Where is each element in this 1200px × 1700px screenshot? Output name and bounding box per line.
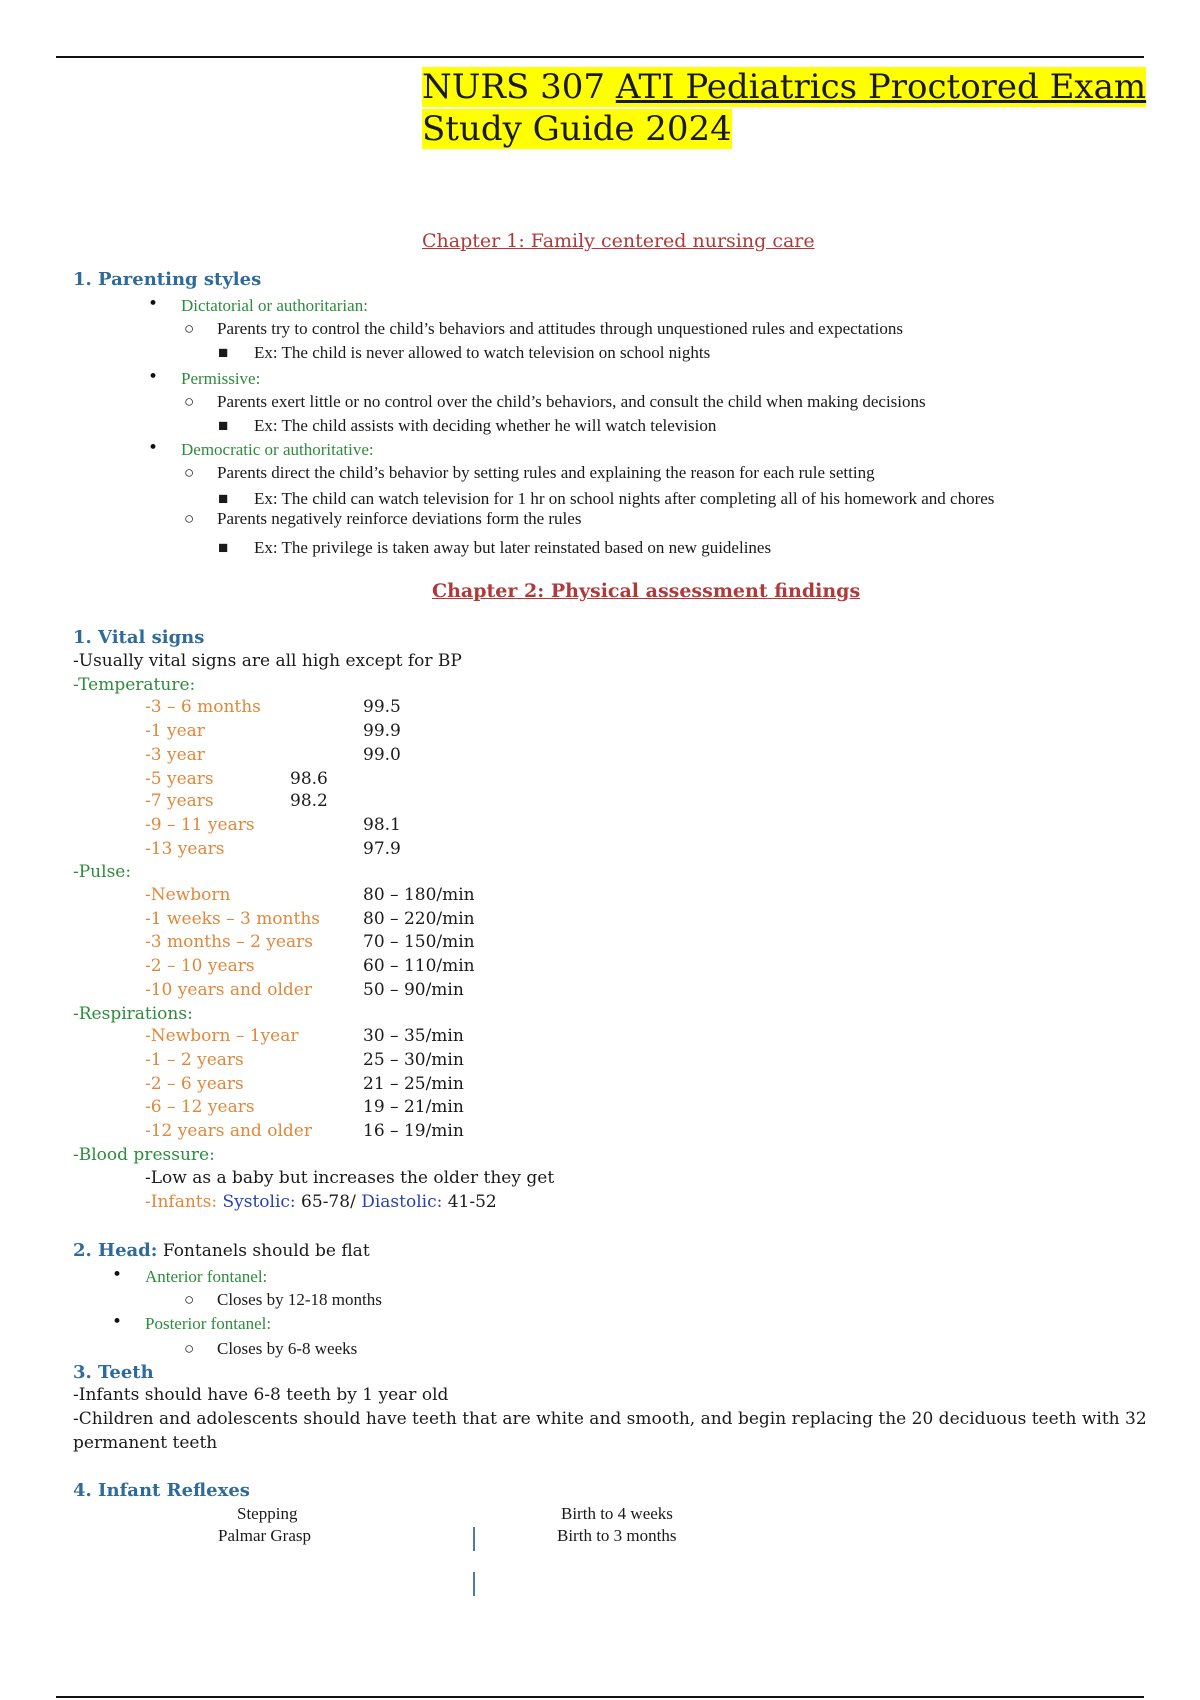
square-bullet-icon: ■ — [218, 538, 229, 557]
resp-age: -12 years and older — [145, 1121, 312, 1141]
pulse-age: -3 months – 2 years — [145, 932, 313, 952]
teeth-line1: -Infants should have 6-8 teeth by 1 year old — [73, 1385, 449, 1405]
bp-diastolic-value: 41-52 — [442, 1192, 497, 1212]
chapter2-heading: Chapter 2: Physical assessment findings — [432, 580, 861, 602]
style-example: Ex: The child can watch television for 1 hr on school nights after completing all of his homework and chores — [254, 489, 995, 508]
head-heading: 2. Head: — [73, 1240, 158, 1261]
pulse-age: -2 – 10 years — [145, 956, 255, 976]
table-column-divider — [473, 1527, 475, 1551]
pulse-value: 50 – 90/min — [363, 980, 464, 1000]
title-underlined: ATI Pediatrics Proctored Exam — [615, 67, 1147, 107]
temp-age: -9 – 11 years — [145, 815, 255, 835]
circle-bullet-icon: ○ — [184, 1290, 195, 1309]
pulse-value: 60 – 110/min — [363, 956, 475, 976]
vital-signs-heading: 1. Vital signs — [73, 627, 205, 648]
style-example: Ex: The child is never allowed to watch television on school nights — [254, 343, 711, 362]
title-line2: Study Guide 2024 — [422, 109, 732, 149]
style-name: Democratic or authoritative: — [181, 440, 374, 459]
style-desc: Parents negatively reinforce deviations form the rules — [217, 509, 582, 528]
bp-note: -Low as a baby but increases the older they get — [145, 1168, 555, 1188]
temp-age: -3 year — [145, 745, 205, 765]
style-example: Ex: The privilege is taken away but later reinstated based on new guidelines — [254, 538, 772, 557]
temp-age: -7 years — [145, 791, 214, 811]
temp-age: -13 years — [145, 839, 225, 859]
bullet-icon: • — [148, 438, 159, 458]
teeth-line2: -Children and adolescents should have teeth that are white and smooth, and begin replacing the 20 deciduous teeth with 32 — [73, 1409, 1147, 1429]
bp-infants-label: -Infants: — [145, 1192, 223, 1212]
reflexes-heading: 4. Infant Reflexes — [73, 1480, 250, 1501]
title-prefix: NURS 307 — [422, 67, 616, 107]
resp-age: -Newborn – 1year — [145, 1026, 299, 1046]
bp-infants — [145, 1192, 497, 1212]
bullet-icon: • — [148, 294, 159, 314]
resp-age: -2 – 6 years — [145, 1074, 244, 1094]
resp-value: 25 – 30/min — [363, 1050, 464, 1070]
anterior-fontanel-label: Anterior fontanel: — [145, 1267, 268, 1286]
style-name: Permissive: — [181, 369, 261, 388]
head-line — [73, 1240, 370, 1261]
parenting-styles-heading: 1. Parenting styles — [73, 269, 262, 290]
table-column-divider — [473, 1572, 475, 1596]
temperature-label: -Temperature: — [73, 675, 196, 695]
top-rule — [56, 56, 1144, 58]
square-bullet-icon: ■ — [218, 343, 229, 362]
style-desc: Parents exert little or no control over the child’s behaviors, and consult the child when making decisions — [217, 392, 926, 411]
reflex-time: Birth to 4 weeks — [561, 1504, 673, 1523]
posterior-fontanel-label: Posterior fontanel: — [145, 1314, 272, 1333]
circle-bullet-icon: ○ — [184, 463, 195, 482]
temp-value: 98.6 — [290, 769, 328, 789]
chapter1-heading: Chapter 1: Family centered nursing care — [422, 230, 815, 252]
posterior-fontanel-close: Closes by 6-8 weeks — [217, 1339, 358, 1358]
pulse-value: 80 – 220/min — [363, 909, 475, 929]
anterior-fontanel-close: Closes by 12-18 months — [217, 1290, 382, 1309]
temp-age: -3 – 6 months — [145, 697, 261, 717]
bullet-icon: • — [112, 1312, 123, 1332]
bp-systolic-label: Systolic: — [222, 1192, 296, 1212]
bullet-icon: • — [148, 367, 159, 387]
style-desc: Parents try to control the child’s behaviors and attitudes through unquestioned rules and expectations — [217, 319, 903, 338]
resp-value: 30 – 35/min — [363, 1026, 464, 1046]
temp-value: 99.5 — [363, 697, 401, 717]
style-example: Ex: The child assists with deciding whether he will watch television — [254, 416, 717, 435]
resp-age: -6 – 12 years — [145, 1097, 255, 1117]
respirations-label: -Respirations: — [73, 1004, 193, 1024]
resp-value: 19 – 21/min — [363, 1097, 464, 1117]
temp-value: 98.1 — [363, 815, 401, 835]
pulse-value: 80 – 180/min — [363, 885, 475, 905]
pulse-value: 70 – 150/min — [363, 932, 475, 952]
temp-value: 97.9 — [363, 839, 401, 859]
square-bullet-icon: ■ — [218, 416, 229, 435]
style-desc: Parents direct the child’s behavior by setting rules and explaining the reason for each rule setting — [217, 463, 875, 482]
resp-age: -1 – 2 years — [145, 1050, 244, 1070]
reflex-name: Stepping — [237, 1504, 298, 1523]
temp-age: -1 year — [145, 721, 205, 741]
temp-value: 99.9 — [363, 721, 401, 741]
temp-age: -5 years — [145, 769, 214, 789]
circle-bullet-icon: ○ — [184, 319, 195, 338]
pulse-age: -1 weeks – 3 months — [145, 909, 320, 929]
pulse-age: -Newborn — [145, 885, 231, 905]
teeth-heading: 3. Teeth — [73, 1362, 154, 1383]
circle-bullet-icon: ○ — [184, 392, 195, 411]
vitals-note: -Usually vital signs are all high except for BP — [73, 651, 462, 671]
bottom-rule — [56, 1696, 1144, 1698]
head-text: Fontanels should be flat — [157, 1241, 370, 1261]
circle-bullet-icon: ○ — [184, 1339, 195, 1358]
circle-bullet-icon: ○ — [184, 509, 195, 528]
blood-pressure-label: -Blood pressure: — [73, 1145, 215, 1165]
temp-value: 99.0 — [363, 745, 401, 765]
style-name: Dictatorial or authoritarian: — [181, 296, 368, 315]
reflex-time: Birth to 3 months — [557, 1526, 677, 1545]
square-bullet-icon: ■ — [218, 489, 229, 508]
bullet-icon: • — [112, 1265, 123, 1285]
temp-value: 98.2 — [290, 791, 328, 811]
bp-systolic-value: 65-78/ — [295, 1192, 362, 1212]
pulse-age: -10 years and older — [145, 980, 312, 1000]
page-title — [422, 66, 1146, 150]
resp-value: 21 – 25/min — [363, 1074, 464, 1094]
resp-value: 16 – 19/min — [363, 1121, 464, 1141]
teeth-line3: permanent teeth — [73, 1433, 218, 1453]
bp-diastolic-label: Diastolic: — [361, 1192, 443, 1212]
reflex-name: Palmar Grasp — [218, 1526, 312, 1545]
pulse-label: -Pulse: — [73, 862, 132, 882]
